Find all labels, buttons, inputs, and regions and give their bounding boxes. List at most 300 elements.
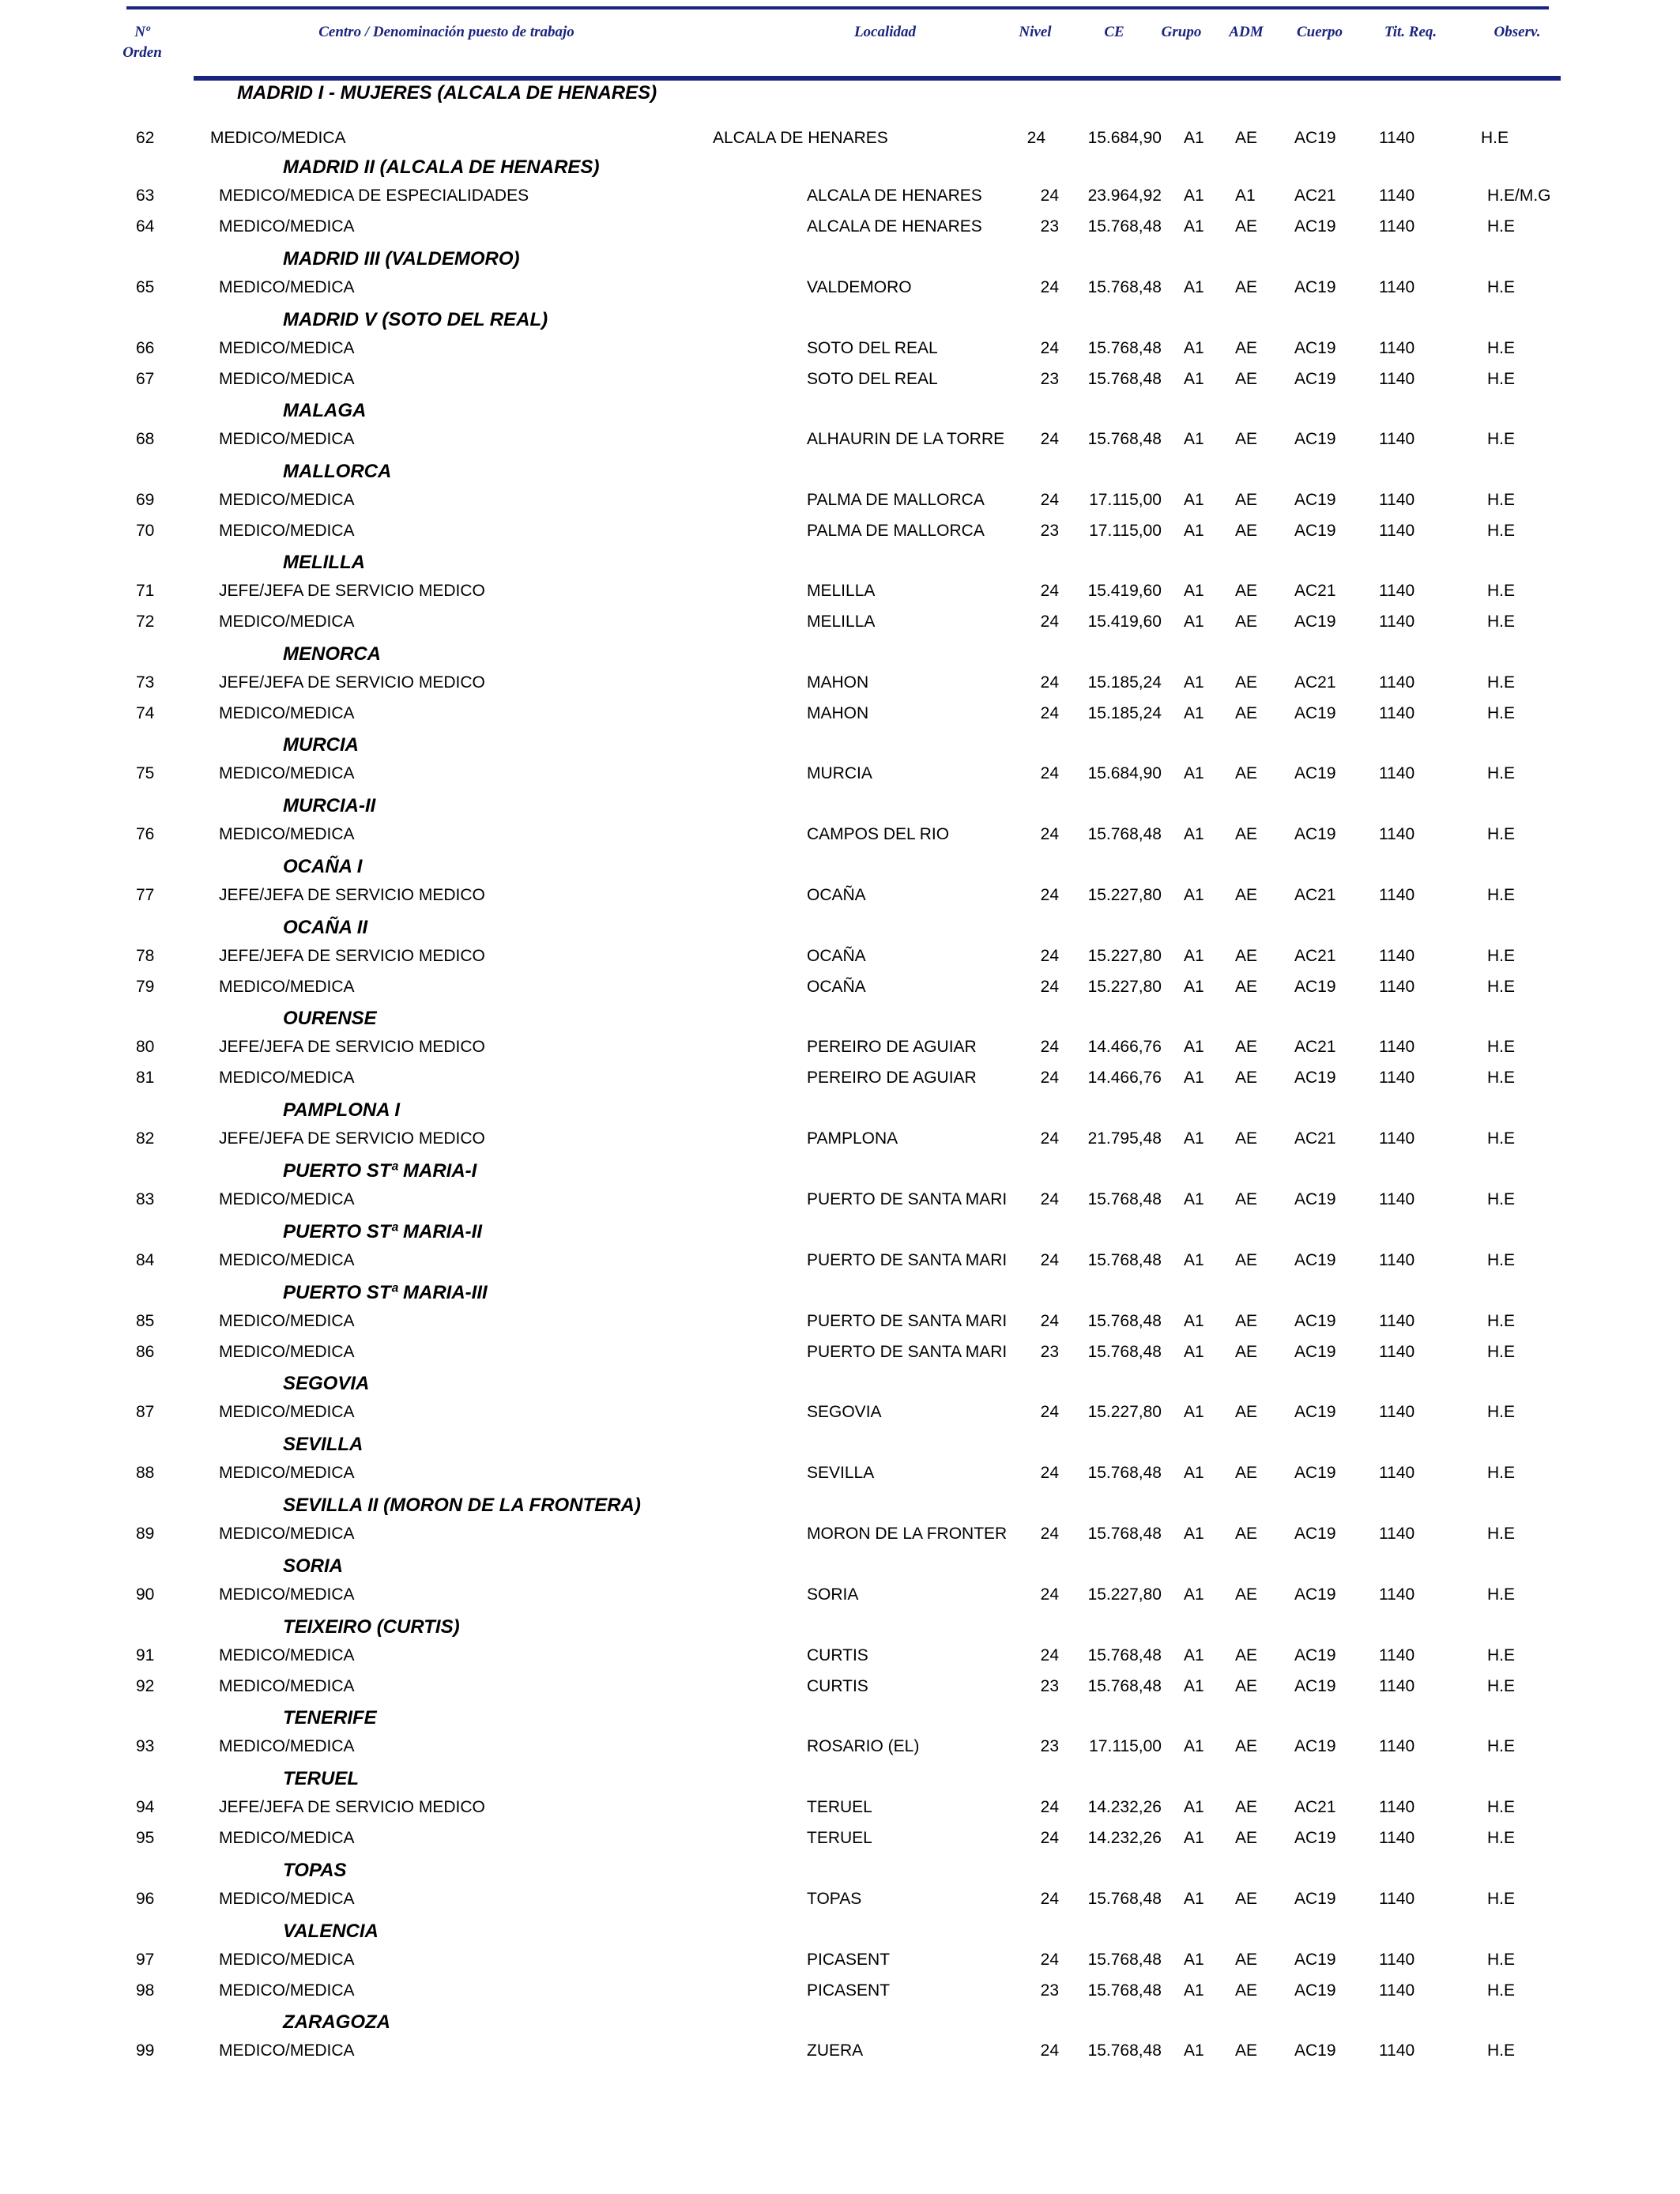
row-observ: H.E: [1487, 278, 1516, 296]
row-observ: H.E: [1487, 1403, 1516, 1421]
row-ce: 15.419,60: [1087, 582, 1162, 600]
table-row: [0, 975, 1680, 999]
row-ce: 15.227,80: [1087, 977, 1162, 996]
row-position-name: MEDICO/MEDICA: [219, 764, 355, 782]
row-number: 90: [136, 1585, 155, 1604]
section-title: ZARAGOZA: [283, 2011, 390, 2033]
table-row: [0, 1979, 1680, 2003]
row-number: 71: [136, 582, 155, 600]
row-observ: H.E: [1487, 1251, 1516, 1269]
row-tit-req: 1140: [1379, 1038, 1415, 1056]
row-position-name: MEDICO/MEDICA: [219, 1251, 355, 1269]
row-observ: H.E: [1487, 2041, 1516, 2060]
row-ce: 15.768,48: [1087, 1981, 1162, 2000]
row-tit-req: 1140: [1379, 1981, 1415, 2000]
row-ce: 15.768,48: [1087, 1646, 1162, 1664]
row-group: A1: [1184, 1981, 1204, 2000]
section-title: TEIXEIRO (CURTIS): [283, 1616, 460, 1638]
row-tit-req: 1140: [1379, 673, 1415, 692]
row-group: A1: [1184, 1890, 1204, 1908]
row-adm: AE: [1235, 612, 1258, 631]
row-observ: H.E: [1487, 673, 1516, 692]
row-position-name: MEDICO/MEDICA: [219, 1676, 355, 1695]
row-group: A1: [1184, 1646, 1204, 1664]
row-position-name: MEDICO/MEDICA: [219, 612, 355, 631]
row-tit-req: 1140: [1379, 129, 1415, 147]
row-number: 84: [136, 1251, 155, 1269]
row-tit-req: 1140: [1379, 1676, 1415, 1695]
row-observ: H.E: [1481, 129, 1509, 147]
row-adm: AE: [1235, 1525, 1258, 1543]
row-adm: AE: [1235, 1646, 1258, 1664]
row-observ: H.E: [1487, 1312, 1516, 1330]
row-locality: PEREIRO DE AGUIAR: [807, 1068, 977, 1087]
section-title: MALAGA: [283, 400, 367, 421]
row-number: 63: [136, 187, 155, 205]
row-number: 73: [136, 673, 155, 692]
row-group: A1: [1184, 886, 1204, 904]
row-cuerpo: AC19: [1294, 825, 1336, 843]
row-tit-req: 1140: [1379, 339, 1415, 357]
section-title: MALLORCA: [283, 461, 392, 482]
table-row: [0, 1735, 1680, 1759]
row-ce: 17.115,00: [1089, 1737, 1162, 1755]
row-number: 93: [136, 1737, 155, 1755]
row-number: 69: [136, 491, 155, 509]
row-observ: H.E: [1487, 1038, 1516, 1056]
table-row: [0, 823, 1680, 846]
header-rule: [194, 76, 1561, 81]
row-position-name: MEDICO/MEDICA: [219, 1981, 355, 2000]
row-ce: 15.768,48: [1087, 1676, 1162, 1695]
row-tit-req: 1140: [1379, 1951, 1415, 1969]
row-cuerpo: AC19: [1294, 430, 1336, 448]
table-row: [0, 1522, 1680, 1546]
row-ce: 15.185,24: [1087, 703, 1162, 722]
row-adm: AE: [1235, 1038, 1258, 1056]
row-adm: AE: [1235, 1798, 1258, 1816]
row-group: A1: [1184, 217, 1204, 236]
row-number: 70: [136, 521, 155, 540]
top-rule: [126, 6, 1549, 9]
table-row: [0, 337, 1680, 360]
row-group: A1: [1184, 1828, 1204, 1847]
row-cuerpo: AC19: [1294, 521, 1336, 540]
row-ce: 17.115,00: [1089, 521, 1162, 540]
row-number: 99: [136, 2041, 155, 2060]
row-cuerpo: AC19: [1294, 1890, 1336, 1908]
row-tit-req: 1140: [1379, 1828, 1415, 1847]
section-title: PUERTO STª MARIA-III: [283, 1282, 488, 1303]
row-locality: PICASENT: [807, 1981, 891, 2000]
row-cuerpo: AC21: [1294, 673, 1336, 692]
row-number: 92: [136, 1676, 155, 1695]
row-locality: SORIA: [807, 1585, 859, 1604]
row-locality: TERUEL: [807, 1828, 872, 1847]
row-position-name: MEDICO/MEDICA DE ESPECIALIDADES: [219, 187, 529, 205]
table-row: [0, 762, 1680, 786]
section-title: SEVILLA: [283, 1434, 363, 1455]
row-tit-req: 1140: [1379, 491, 1415, 509]
table-row: [0, 671, 1680, 695]
row-position-name: MEDICO/MEDICA: [219, 1890, 355, 1908]
row-locality: PUERTO DE SANTA MARI: [807, 1342, 1008, 1361]
row-adm: AE: [1235, 1981, 1258, 2000]
table-row: [0, 702, 1680, 726]
row-number: 64: [136, 217, 155, 236]
row-adm: AE: [1235, 1342, 1258, 1361]
row-locality: CURTIS: [807, 1646, 868, 1664]
row-number: 91: [136, 1646, 155, 1664]
row-ce: 15.768,48: [1087, 1342, 1162, 1361]
row-level: 24: [1040, 947, 1059, 965]
row-level: 24: [1040, 491, 1059, 509]
row-adm: AE: [1235, 1403, 1258, 1421]
table-row: [0, 184, 1680, 208]
row-locality: OCAÑA: [807, 886, 866, 904]
row-number: 75: [136, 764, 155, 782]
table-row: [0, 519, 1680, 543]
row-ce: 15.768,48: [1087, 825, 1162, 843]
row-locality: ALCALA DE HENARES: [713, 129, 888, 147]
header-nivel: Nivel: [1019, 24, 1052, 40]
row-adm: AE: [1235, 947, 1258, 965]
row-adm: AE: [1235, 1828, 1258, 1847]
row-cuerpo: AC19: [1294, 1676, 1336, 1695]
row-number: 74: [136, 703, 155, 722]
row-level: 24: [1040, 1403, 1059, 1421]
row-observ: H.E: [1487, 430, 1516, 448]
row-number: 94: [136, 1798, 155, 1816]
table-row: [0, 1796, 1680, 1819]
table-row: [0, 428, 1680, 451]
section-title: SORIA: [283, 1555, 344, 1577]
row-adm: AE: [1235, 1951, 1258, 1969]
table-row: [0, 2039, 1680, 2063]
section-title: VALENCIA: [283, 1921, 379, 1942]
header-localidad: Localidad: [853, 24, 917, 40]
row-group: A1: [1184, 1190, 1204, 1208]
row-locality: ALCALA DE HENARES: [807, 187, 982, 205]
row-level: 24: [1040, 886, 1059, 904]
row-level: 23: [1040, 521, 1059, 540]
row-position-name: MEDICO/MEDICA: [219, 703, 355, 722]
row-cuerpo: AC21: [1294, 1038, 1336, 1056]
row-position-name: MEDICO/MEDICA: [219, 217, 355, 236]
section-title: SEGOVIA: [283, 1373, 370, 1394]
row-adm: AE: [1235, 1251, 1258, 1269]
section-title: OCAÑA I: [283, 856, 363, 877]
row-locality: CAMPOS DEL RIO: [807, 825, 950, 843]
row-tit-req: 1140: [1379, 369, 1415, 388]
row-adm: AE: [1235, 1585, 1258, 1604]
row-locality: PAMPLONA: [807, 1129, 898, 1148]
row-cuerpo: AC21: [1294, 187, 1336, 205]
row-group: A1: [1184, 278, 1204, 296]
row-group: A1: [1184, 129, 1204, 147]
row-tit-req: 1140: [1379, 521, 1415, 540]
row-position-name: MEDICO/MEDICA: [219, 2041, 355, 2060]
row-position-name: MEDICO/MEDICA: [219, 278, 355, 296]
table-row: [0, 884, 1680, 907]
row-tit-req: 1140: [1379, 1737, 1415, 1755]
row-observ: H.E: [1487, 886, 1516, 904]
row-group: A1: [1184, 1342, 1204, 1361]
row-cuerpo: AC19: [1294, 1464, 1336, 1482]
section-title: PUERTO STª MARIA-I: [283, 1160, 477, 1182]
row-ce: 23.964,92: [1087, 187, 1162, 205]
header-grupo: Grupo: [1161, 24, 1202, 40]
row-level: 23: [1040, 1342, 1059, 1361]
row-locality: OCAÑA: [807, 977, 866, 996]
row-number: 89: [136, 1525, 155, 1543]
row-position-name: MEDICO/MEDICA: [219, 1464, 355, 1482]
row-adm: AE: [1235, 886, 1258, 904]
row-observ: H.E: [1487, 1646, 1516, 1664]
row-cuerpo: AC19: [1294, 1951, 1336, 1969]
row-ce: 15.768,48: [1087, 278, 1162, 296]
row-adm: AE: [1235, 1129, 1258, 1148]
row-locality: PUERTO DE SANTA MARI: [807, 1312, 1008, 1330]
row-cuerpo: AC21: [1294, 947, 1336, 965]
row-observ: H.E: [1487, 825, 1516, 843]
header-orden-line1: Nº: [134, 24, 150, 40]
row-number: 81: [136, 1068, 155, 1087]
row-level: 24: [1040, 1828, 1059, 1847]
section-title: TOPAS: [283, 1860, 347, 1881]
row-level: 24: [1040, 339, 1059, 357]
row-level: 24: [1040, 1190, 1059, 1208]
row-ce: 21.795,48: [1087, 1129, 1162, 1148]
row-cuerpo: AC21: [1294, 1798, 1336, 1816]
section-title: MADRID V (SOTO DEL REAL): [283, 309, 548, 330]
header-orden-line2: Orden: [122, 44, 162, 61]
table-row: [0, 215, 1680, 239]
row-position-name: MEDICO/MEDICA: [219, 430, 355, 448]
table-row: [0, 1675, 1680, 1698]
row-locality: SOTO DEL REAL: [807, 369, 938, 388]
row-position-name: MEDICO/MEDICA: [219, 1737, 355, 1755]
row-ce: 15.768,48: [1087, 1951, 1162, 1969]
row-number: 82: [136, 1129, 155, 1148]
table-row: [0, 610, 1680, 634]
row-observ: H.E: [1487, 1464, 1516, 1482]
row-group: A1: [1184, 521, 1204, 540]
row-observ: H.E: [1487, 521, 1516, 540]
row-position-name: MEDICO/MEDICA: [219, 825, 355, 843]
row-locality: TERUEL: [807, 1798, 872, 1816]
row-group: A1: [1184, 825, 1204, 843]
section-title: MELILLA: [283, 552, 365, 573]
row-group: A1: [1184, 1951, 1204, 1969]
row-adm: AE: [1235, 1890, 1258, 1908]
row-group: A1: [1184, 1737, 1204, 1755]
row-ce: 15.768,48: [1087, 1312, 1162, 1330]
row-observ: H.E: [1487, 1190, 1516, 1208]
row-ce: 15.768,48: [1087, 1464, 1162, 1482]
row-group: A1: [1184, 339, 1204, 357]
row-cuerpo: AC19: [1294, 278, 1336, 296]
row-tit-req: 1140: [1379, 187, 1415, 205]
row-tit-req: 1140: [1379, 1068, 1415, 1087]
row-tit-req: 1140: [1379, 1525, 1415, 1543]
row-locality: PEREIRO DE AGUIAR: [807, 1038, 977, 1056]
row-tit-req: 1140: [1379, 1464, 1415, 1482]
row-level: 23: [1040, 217, 1059, 236]
header-centro: Centro / Denominación puesto de trabajo: [318, 24, 574, 40]
row-level: 24: [1040, 1068, 1059, 1087]
row-locality: SOTO DEL REAL: [807, 339, 938, 357]
row-adm: AE: [1235, 278, 1258, 296]
row-number: 62: [136, 129, 155, 147]
row-number: 66: [136, 339, 155, 357]
row-observ: H.E: [1487, 612, 1516, 631]
row-position-name: JEFE/JEFA DE SERVICIO MEDICO: [219, 947, 485, 965]
row-tit-req: 1140: [1379, 612, 1415, 631]
row-level: 24: [1040, 1129, 1059, 1148]
row-ce: 15.768,48: [1087, 1890, 1162, 1908]
row-tit-req: 1140: [1379, 278, 1415, 296]
row-adm: AE: [1235, 1464, 1258, 1482]
header-cuerpo: Cuerpo: [1296, 24, 1343, 40]
row-ce: 15.684,90: [1087, 764, 1162, 782]
row-observ: H.E: [1487, 1068, 1516, 1087]
table-row: [0, 1310, 1680, 1333]
row-cuerpo: AC19: [1294, 1190, 1336, 1208]
row-locality: OCAÑA: [807, 947, 866, 965]
row-tit-req: 1140: [1379, 764, 1415, 782]
row-group: A1: [1184, 1312, 1204, 1330]
row-level: 24: [1040, 977, 1059, 996]
table-row: [0, 1826, 1680, 1850]
row-position-name: MEDICO/MEDICA: [219, 1646, 355, 1664]
row-observ: H.E: [1487, 1585, 1516, 1604]
row-observ: H.E: [1487, 1798, 1516, 1816]
row-locality: ALCALA DE HENARES: [807, 217, 982, 236]
row-adm: AE: [1235, 825, 1258, 843]
row-locality: MAHON: [807, 703, 869, 722]
row-adm: AE: [1235, 703, 1258, 722]
row-position-name: JEFE/JEFA DE SERVICIO MEDICO: [219, 1129, 485, 1148]
row-group: A1: [1184, 977, 1204, 996]
row-level: 24: [1040, 1525, 1059, 1543]
row-cuerpo: AC19: [1294, 1403, 1336, 1421]
row-tit-req: 1140: [1379, 977, 1415, 996]
row-locality: MORON DE LA FRONTER: [807, 1525, 1008, 1543]
row-locality: PUERTO DE SANTA MARI: [807, 1251, 1008, 1269]
row-cuerpo: AC19: [1294, 1828, 1336, 1847]
section-title: MURCIA: [283, 734, 359, 756]
row-tit-req: 1140: [1379, 217, 1415, 236]
table-row: [0, 1127, 1680, 1151]
row-observ: H.E: [1487, 1342, 1516, 1361]
table-header: [0, 22, 1680, 70]
section-title: TERUEL: [283, 1768, 359, 1789]
row-number: 67: [136, 369, 155, 388]
row-group: A1: [1184, 1403, 1204, 1421]
row-group: A1: [1184, 369, 1204, 388]
row-number: 87: [136, 1403, 155, 1421]
table-row: [0, 1948, 1680, 1972]
row-cuerpo: AC19: [1294, 703, 1336, 722]
row-locality: SEGOVIA: [807, 1403, 882, 1421]
row-locality: PICASENT: [807, 1951, 891, 1969]
row-group: A1: [1184, 1676, 1204, 1695]
row-locality: ROSARIO (EL): [807, 1737, 920, 1755]
row-group: A1: [1184, 947, 1204, 965]
section-title: MADRID II (ALCALA DE HENARES): [283, 156, 600, 178]
row-number: 78: [136, 947, 155, 965]
row-group: A1: [1184, 673, 1204, 692]
row-position-name: MEDICO/MEDICA: [219, 1951, 355, 1969]
row-cuerpo: AC19: [1294, 1737, 1336, 1755]
table-row: [0, 579, 1680, 603]
table-row: [0, 368, 1680, 391]
row-observ: H.E: [1487, 1737, 1516, 1755]
row-tit-req: 1140: [1379, 825, 1415, 843]
row-ce: 15.419,60: [1087, 612, 1162, 631]
row-number: 88: [136, 1464, 155, 1482]
header-ce: CE: [1104, 24, 1124, 40]
row-group: A1: [1184, 1251, 1204, 1269]
row-position-name: MEDICO/MEDICA: [219, 1585, 355, 1604]
table-row: [0, 1887, 1680, 1911]
row-ce: 15.768,48: [1087, 339, 1162, 357]
row-tit-req: 1140: [1379, 582, 1415, 600]
section-title: PAMPLONA I: [283, 1099, 400, 1121]
row-adm: AE: [1235, 339, 1258, 357]
row-number: 85: [136, 1312, 155, 1330]
row-adm: AE: [1235, 2041, 1258, 2060]
row-cuerpo: AC19: [1294, 339, 1336, 357]
row-locality: SEVILLA: [807, 1464, 875, 1482]
row-ce: 17.115,00: [1089, 491, 1162, 509]
row-position-name: JEFE/JEFA DE SERVICIO MEDICO: [219, 886, 485, 904]
table-row: [0, 1400, 1680, 1424]
row-locality: PALMA DE MALLORCA: [807, 491, 985, 509]
row-ce: 15.768,48: [1087, 1525, 1162, 1543]
row-number: 97: [136, 1951, 155, 1969]
row-adm: AE: [1235, 430, 1258, 448]
row-cuerpo: AC19: [1294, 1646, 1336, 1664]
row-position-name: MEDICO/MEDICA: [219, 339, 355, 357]
table-row: [0, 944, 1680, 968]
row-locality: MURCIA: [807, 764, 872, 782]
section-title: SEVILLA II (MORON DE LA FRONTERA): [283, 1495, 641, 1516]
row-observ: H.E: [1487, 947, 1516, 965]
row-level: 24: [1040, 1890, 1059, 1908]
row-cuerpo: AC19: [1294, 1068, 1336, 1087]
row-cuerpo: AC19: [1294, 1981, 1336, 2000]
header-tit-req: Tit. Req.: [1384, 24, 1437, 40]
row-observ: H.E: [1487, 703, 1516, 722]
row-position-name: MEDICO/MEDICA: [219, 1828, 355, 1847]
table-row: [0, 488, 1680, 512]
row-cuerpo: AC19: [1294, 977, 1336, 996]
row-group: A1: [1184, 187, 1204, 205]
row-ce: 15.768,48: [1087, 217, 1162, 236]
row-group: A1: [1184, 1585, 1204, 1604]
row-cuerpo: AC19: [1294, 129, 1336, 147]
section-title: OCAÑA II: [283, 917, 368, 938]
row-tit-req: 1140: [1379, 1312, 1415, 1330]
row-group: A1: [1184, 491, 1204, 509]
row-tit-req: 1140: [1379, 1129, 1415, 1148]
row-level: 24: [1040, 1464, 1059, 1482]
row-ce: 14.232,26: [1087, 1798, 1162, 1816]
row-cuerpo: AC19: [1294, 217, 1336, 236]
row-position-name: MEDICO/MEDICA: [219, 1525, 355, 1543]
